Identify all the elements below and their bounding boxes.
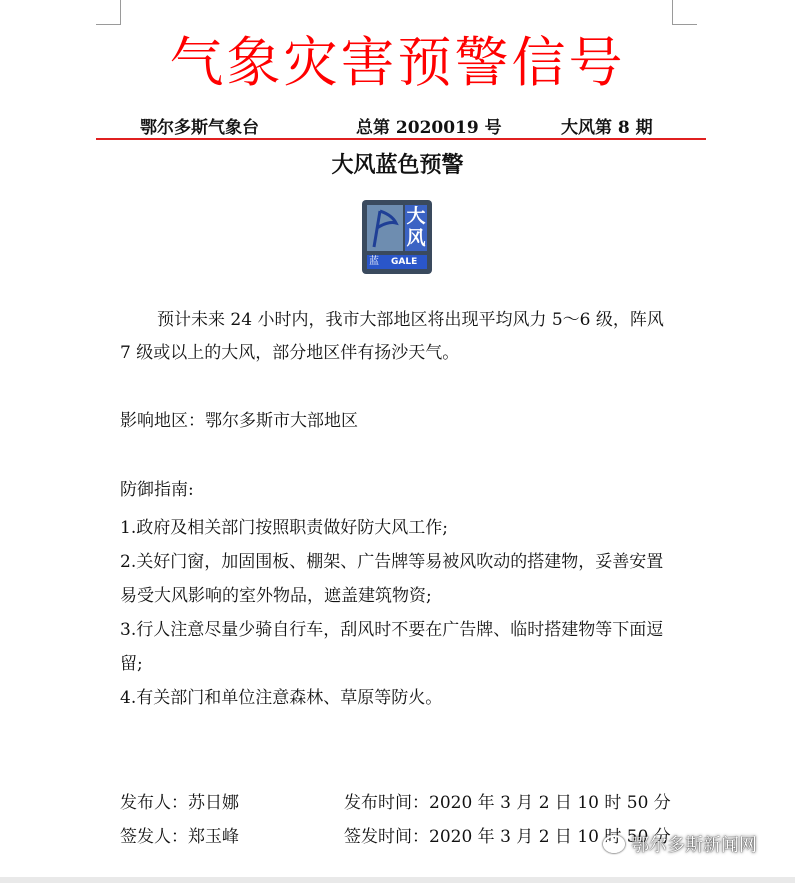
sign-characters: [405, 205, 427, 251]
publisher: 发布人：苏日娜: [120, 793, 239, 813]
affected-area: 影响地区：鄂尔多斯市大部地区: [120, 411, 358, 431]
document-main-title: 气象灾害预警信号: [169, 31, 626, 94]
issue-number: 总第 2020019 号: [356, 118, 502, 138]
sign-time: 签发时间：2020 年 3 月 2 日 10 时 50 分: [344, 827, 671, 847]
publish-time: 发布时间：2020 年 3 月 2 日 10 时 50 分: [344, 793, 671, 813]
signer: 签发人：郑玉峰: [120, 827, 239, 847]
warning-title: 大风蓝色预警: [331, 152, 464, 178]
margin-corner-top-left: [96, 0, 121, 25]
sign-level-char: 蓝: [369, 256, 379, 267]
guide-item: 1.政府及相关部门按照职责做好防大风工作;: [120, 518, 448, 538]
period-number: 大风第 8 期: [561, 118, 653, 138]
header-red-rule: [96, 138, 706, 140]
source-watermark: [603, 832, 757, 860]
guide-title: 防御指南:: [120, 480, 194, 500]
sign-level-bar: [367, 255, 427, 269]
sign-char-feng: 风: [406, 227, 426, 249]
gale-blue-warning-icon: [362, 200, 432, 274]
forecast-paragraph: 预计未来 24 小时内，我市大部地区将出现平均风力 5～6 级，阵风 7 级或以上的大风，部分地区伴有扬沙天气。: [120, 310, 664, 363]
watermark-text: 鄂尔多斯新闻网: [631, 835, 757, 856]
bottom-scroll-edge: [0, 877, 795, 883]
flag-icon: [367, 205, 403, 251]
wechat-icon: [603, 835, 625, 853]
issuing-organization: 鄂尔多斯气象台: [140, 118, 259, 138]
guide-item: 4.有关部门和单位注意森林、草原等防火。: [120, 688, 443, 708]
guide-item: 2.关好门窗，加固围板、棚架、广告牌等易被风吹动的搭建物，妥善安置易受大风影响的室外物品，遮盖建筑物资;: [120, 552, 664, 606]
margin-corner-top-right: [672, 0, 697, 25]
guide-item: 3.行人注意尽量少骑自行车，刮风时不要在广告牌、临时搭建物等下面逗留;: [120, 620, 664, 674]
sign-char-da: 大: [406, 205, 426, 227]
guide-list: [120, 511, 676, 715]
sign-english-label: GALE: [391, 257, 418, 267]
